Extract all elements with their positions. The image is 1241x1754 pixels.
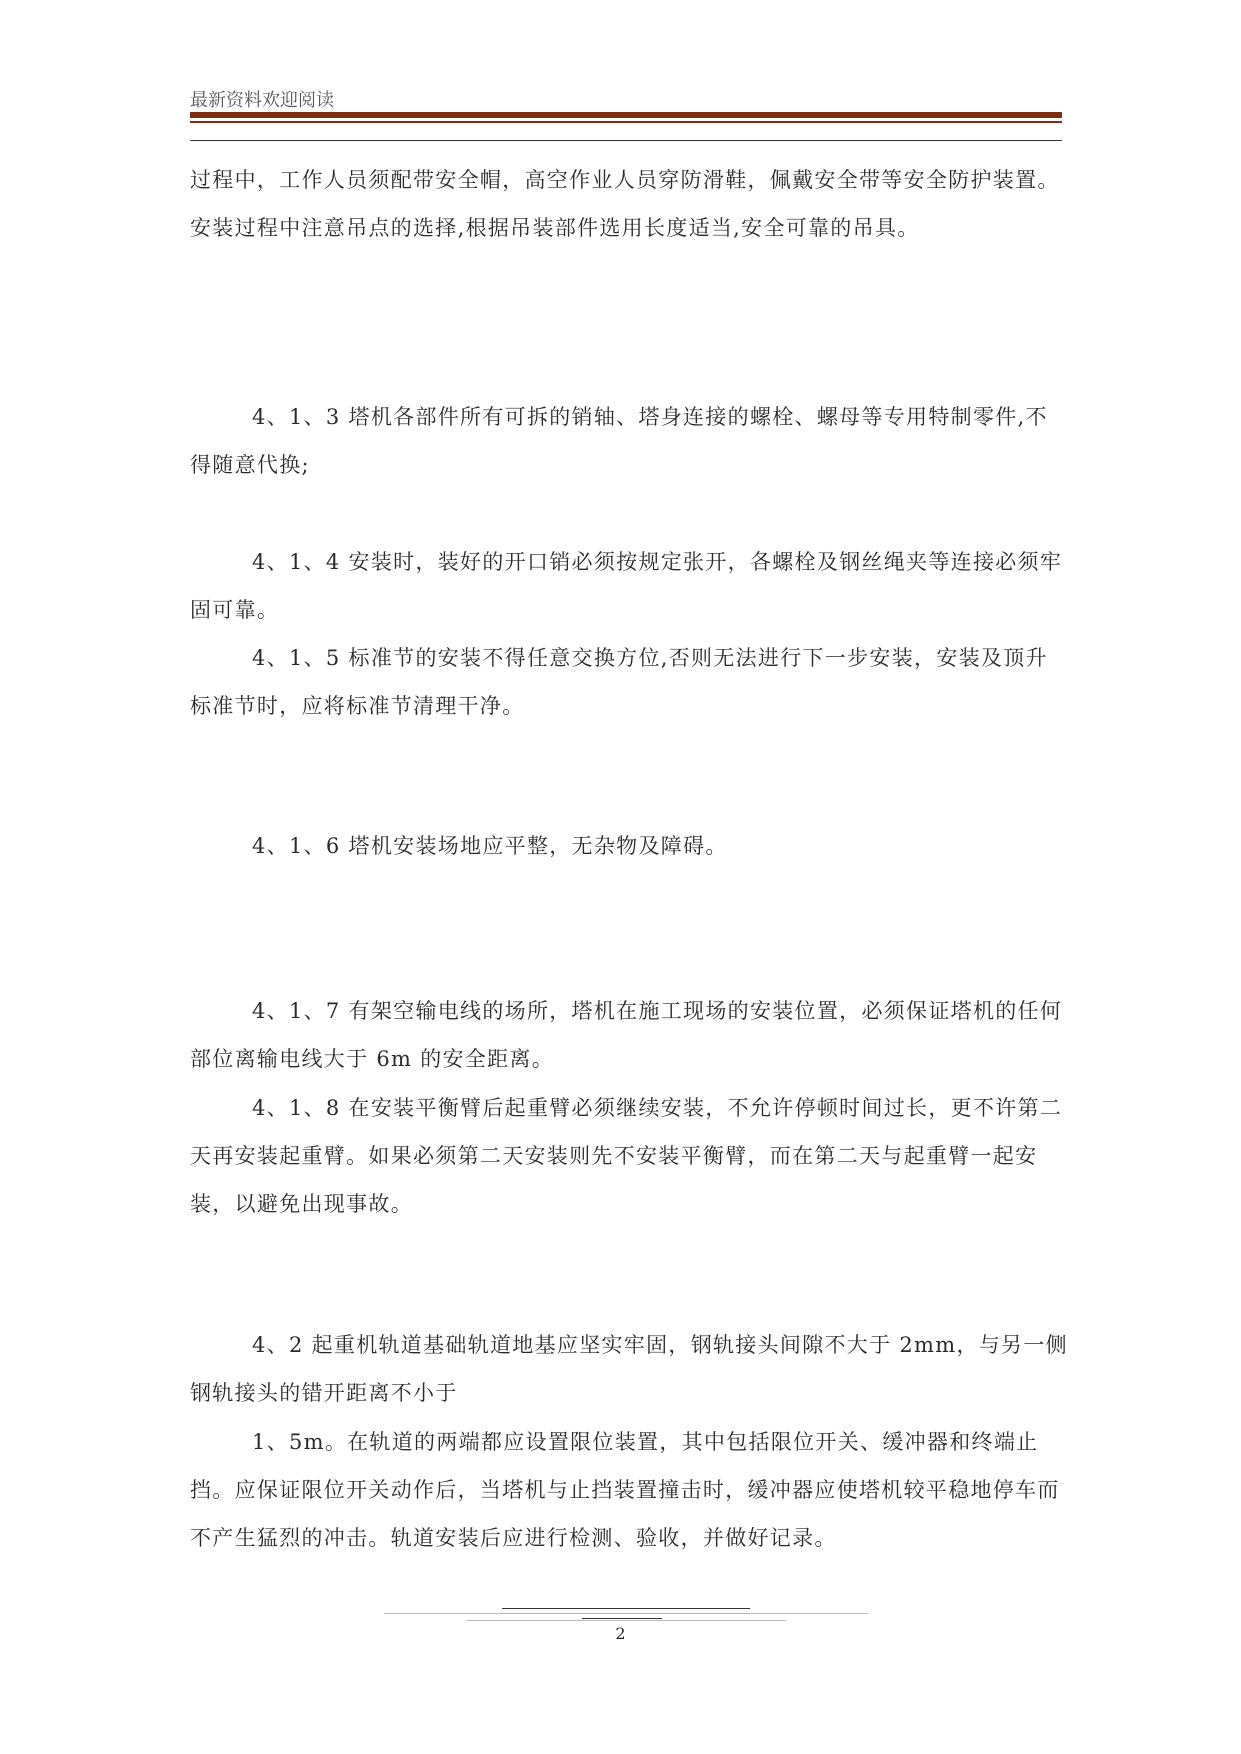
paragraph-4-2-continued: 1、5m。在轨道的两端都应设置限位装置，其中包括限位开关、缓冲器和终端止挡。应保证限位开关动作后，当塔机与止挡装置撞击时，缓冲器应使塔机较平稳地停车而不产生猛烈的冲击。轨道安装后应进行检测、验收，并做好记录。 — [190, 1430, 1060, 1550]
footer-rule — [384, 1613, 868, 1614]
paragraph-4-1-8: 4、1、8 在安装平衡臂后起重臂必须继续安装，不允许停顿时间过长，更不许第二天再安装起重臂。如果必须第二天安装则先不安装平衡臂，而在第二天与起重臂一起安装，以避免出现事故。 — [190, 1096, 1063, 1216]
header-rule-thick — [190, 112, 1062, 118]
footer-rule — [502, 1608, 750, 1609]
paragraph-4-1-4: 4、1、4 安装时，装好的开口销必须按规定张开，各螺栓及钢丝绳夹等连接必须牢固可靠。 — [190, 550, 1063, 622]
paragraph-4-2: 4、2 起重机轨道基础轨道地基应坚实牢固，钢轨接头间隙不大于 2mm，与另一侧钢轨接头的错开距离不小于 — [190, 1333, 1068, 1405]
paragraph-4-1-3: 4、1、3 塔机各部件所有可拆的销轴、塔身连接的螺栓、螺母等专用特制零件,不得随意代换; — [190, 405, 1048, 477]
header-rule-dark — [190, 140, 1062, 141]
paragraph-continuation: 过程中，工作人员须配带安全帽，高空作业人员穿防滑鞋，佩戴安全带等安全防护装置。安装过程中注意吊点的选择,根据吊装部件选用长度适当,安全可靠的吊具。 — [190, 168, 1060, 240]
page-number: 2 — [615, 1624, 626, 1643]
footer-rule — [466, 1620, 786, 1621]
paragraph-4-1-6: 4、1、6 塔机安装场地应平整，无杂物及障碍。 — [252, 834, 728, 858]
paragraph-4-1-7: 4、1、7 有架空输电线的场所，塔机在施工现场的安装位置，必须保证塔机的任何部位离输电线大于 6m 的安全距离。 — [190, 999, 1063, 1071]
header-title: 最新资料欢迎阅读 — [190, 90, 334, 111]
header-rule-thin — [190, 121, 1062, 123]
footer-rule — [582, 1618, 662, 1619]
paragraph-4-1-5: 4、1、5 标准节的安装不得任意交换方位,否则无法进行下一步安装，安装及顶升标准节时，应将标准节清理干净。 — [190, 646, 1048, 718]
